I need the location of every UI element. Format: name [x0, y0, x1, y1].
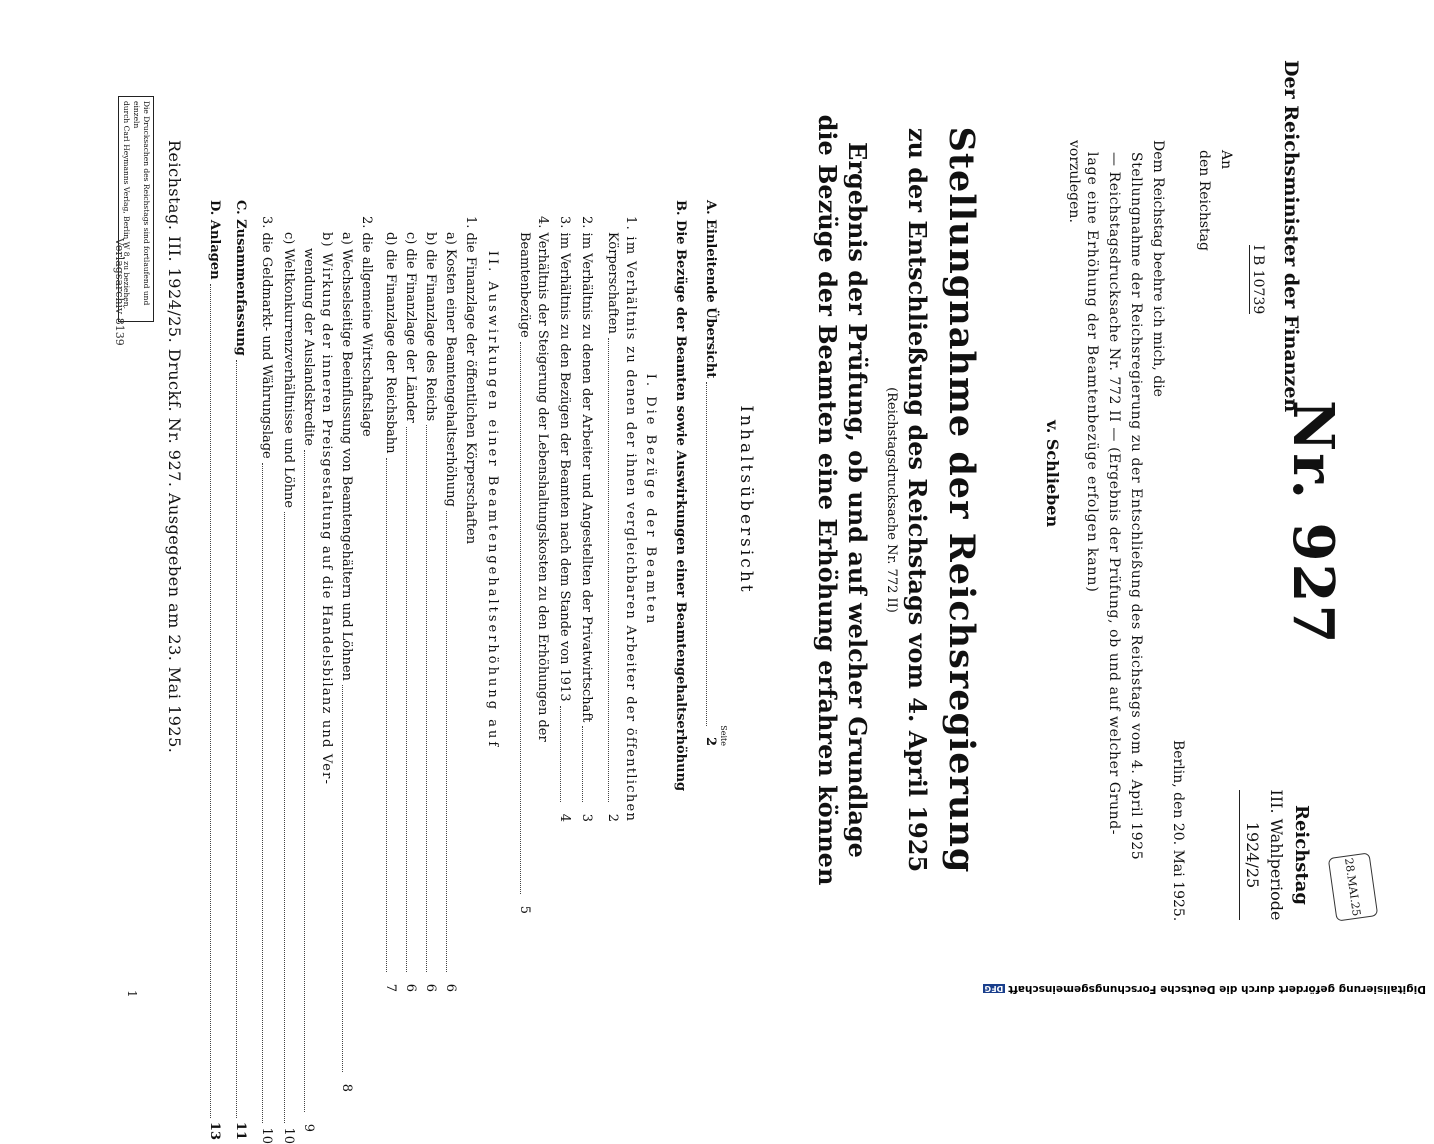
title-line-4: Ergebnis der Prüfung, ob und auf welcher Grundlage [843, 142, 872, 858]
toc-item-3-label: 3. im Verhältnis zu den Bezügen der Beamten nach dem Stande von 1913 [557, 216, 572, 702]
toc-item-2-page: 3 [579, 813, 594, 822]
toc-item-2-label: 2. im Verhältnis zu denen der Arbeiter und Angestellten der Privatwirtschaft [579, 216, 594, 723]
toc-item-j1d[interactable] [383, 232, 398, 992]
title-line-2: zu der Entschließung des Reichstags vom 4. April 1925 [903, 127, 932, 873]
toc-item-j2a-label: a) Wechselseitige Beeinflussung von Beamtengehältern und Löhnen [339, 232, 354, 681]
toc-item-j3-label: 3. die Geldmarkt- und Währungslage [259, 216, 274, 459]
dot-leader [608, 338, 609, 802]
toc-item-4-page: 5 [517, 905, 532, 914]
toc-item-3-page: 4 [557, 813, 572, 822]
footer-archive: Verlagsarchiv 8139 [113, 238, 126, 346]
dot-leader [284, 512, 285, 1123]
toc-item-j1a[interactable] [443, 232, 458, 992]
footer-box-line-1: Die Drucksachen des Reichstags sind fortlaufend und einzeln [132, 101, 151, 306]
toc-item-j1c-label: c) die Finanzlage der Länder [403, 232, 418, 423]
toc-item-4[interactable] [517, 232, 532, 914]
toc-entry-d-page: 13 [207, 1121, 222, 1140]
reference-number: I B 10739 [1250, 245, 1266, 315]
title-line-1: Stellungnahme der Reichsregierung [941, 126, 982, 874]
toc-entry-c-label: C. Zusammenfassung [233, 200, 248, 356]
dot-leader [386, 458, 387, 972]
toc-item-j1b-page: 6 [423, 983, 438, 992]
toc-item-j1d-label: d) die Finanzlage der Reichsbahn [383, 232, 398, 454]
date-stamp [1328, 852, 1378, 921]
footer-box-line-2: durch Carl Heymanns Verlag, Berlin W 8, zu beziehen. [122, 101, 131, 309]
toc-section-1: I. Die Bezüge der Beamten [643, 373, 658, 627]
toc-item-j1b-label: b) die Finanzlage des Reichs [423, 232, 438, 422]
toc-item-j2c[interactable] [281, 232, 296, 1144]
toc-item-j1b[interactable] [423, 232, 438, 992]
toc-item-4-label: Beamtenbezüge [517, 232, 532, 338]
toc-item-1-page: 2 [605, 813, 620, 822]
toc-item-j2b[interactable] [301, 248, 316, 1132]
toc-item-j1d-page: 7 [383, 983, 398, 992]
header-years: 1924/25 [1243, 821, 1262, 889]
document-number: Nr. 927 [1280, 400, 1346, 646]
letter-line-5: vorzulegen. [1066, 140, 1082, 223]
toc-item-j1a-label: a) Kosten einer Beamtengehaltserhöhung [443, 232, 458, 507]
recipient-line-1: An [1218, 150, 1234, 170]
title-line-5: die Bezüge der Beamten eine Erhöhung erfahren können [813, 114, 842, 886]
toc-entry-c[interactable] [233, 200, 248, 1140]
toc-section-2: II. Auswirkungen einer Beamtengehaltserhöhung auf [485, 250, 500, 750]
toc-item-j2b-page: 9 [301, 1123, 316, 1132]
page-number: 1 [125, 990, 139, 998]
dot-leader [210, 284, 211, 1118]
toc-item-j1[interactable]: 1. die Finanzlage der öffentlichen Körperschaften [463, 216, 478, 545]
toc-item-1[interactable] [605, 232, 620, 822]
toc-item-j2b-label: wendung der Auslandskredite [301, 248, 316, 446]
toc-entry-a-label: A. Einleitende Übersicht [703, 200, 718, 379]
dot-leader [342, 685, 343, 1072]
toc-entry-b[interactable]: B. Die Bezüge der Beamten sowie Auswirkungen einer Beamtengehaltserhöhung [673, 200, 688, 792]
dfg-logo: DFG [984, 984, 1004, 994]
toc-item-j2c-label: c) Weltkonkurrenzverhältnisse und Löhne [281, 232, 296, 509]
recipient-line-2: den Reichstag [1196, 150, 1212, 251]
toc-entry-d[interactable] [207, 200, 222, 1140]
letter-line-1: Dem Reichstag beehre ich mich, die [1150, 140, 1166, 397]
toc-item-4-line1[interactable]: 4. Verhältnis der Steigerung der Lebenshaltungskosten zu den Erhöhungen der [535, 216, 550, 742]
toc-item-j1c-page: 6 [403, 983, 418, 992]
toc-item-1-line1[interactable]: 1. im Verhältnis zu denen der ihnen vergleichbaren Arbeiter der öffentlichen [623, 216, 638, 823]
toc-item-3[interactable] [557, 216, 572, 822]
dot-leader [304, 450, 305, 1112]
toc-item-j1c[interactable] [403, 232, 418, 992]
date-stamp-text: 28.MAI.25 [1342, 857, 1364, 917]
header-rule [1239, 790, 1240, 920]
toc-item-j2b-line1[interactable]: b) Wirkung der inneren Preisgestaltung auf die Handelsbilanz und Ver- [319, 232, 334, 786]
place-date: Berlin, den 20. Mai 1925. [1170, 740, 1186, 922]
title-line-3: (Reichstagsdrucksache Nr. 772 II) [884, 387, 899, 613]
toc-item-j2[interactable]: 2. die allgemeine Wirtschaftslage [359, 216, 374, 437]
dot-leader [446, 511, 447, 972]
toc-entry-c-page: 11 [233, 1121, 248, 1140]
toc-item-2[interactable] [579, 216, 594, 822]
dot-leader [582, 726, 583, 802]
toc-item-j1a-page: 6 [443, 983, 458, 992]
dot-leader [560, 706, 561, 802]
toc-item-1-label: Körperschaften [605, 232, 620, 334]
dot-leader [262, 463, 263, 1124]
toc-heading: Inhaltsübersicht [736, 405, 756, 595]
toc-seite-label: Seite [719, 725, 728, 746]
funding-note-text: Digitalisierung gefördert durch die Deutsche Forschungsgemeinschaft [1008, 983, 1426, 995]
toc-item-j3[interactable] [259, 216, 274, 1144]
toc-entry-d-label: D. Anlagen [207, 200, 222, 280]
dot-leader [706, 382, 707, 726]
toc-entry-a[interactable] [703, 200, 718, 746]
header-reichstag: Reichstag [1291, 805, 1312, 905]
minister-line: Der Reichsminister der Finanzen [1280, 60, 1302, 413]
toc-item-j2c-page: 10 [281, 1127, 296, 1144]
dot-leader [520, 342, 521, 894]
dot-leader [406, 427, 407, 972]
signature: v. Schlieben [1043, 420, 1062, 528]
footer-imprint: Reichstag. III. 1924/25. Druckf. Nr. 927. Ausgegeben am 23. Mai 1925. [165, 140, 184, 754]
header-wahlperiode: III. Wahlperiode [1267, 789, 1286, 921]
toc-entry-a-page: 2 [703, 736, 718, 746]
letter-line-2: Stellungnahme der Reichsregierung zu der Entschließung des Reichstags vom 4. April 1925 [1128, 152, 1144, 861]
dot-leader [236, 360, 237, 1118]
toc-item-j2a-page: 8 [339, 1083, 354, 1092]
letter-line-3: — Reichstagsdrucksache Nr. 772 II — (Ergebnis der Prüfung, ob und auf welcher Grund- [1106, 152, 1122, 836]
toc-item-j2a[interactable] [339, 232, 354, 1092]
letter-line-4: lage eine Erhöhung der Beamtenbezüge erfolgen kann) [1084, 152, 1100, 593]
funding-note [984, 980, 1426, 998]
dot-leader [426, 425, 427, 972]
toc-item-j3-page: 10 [259, 1127, 274, 1144]
